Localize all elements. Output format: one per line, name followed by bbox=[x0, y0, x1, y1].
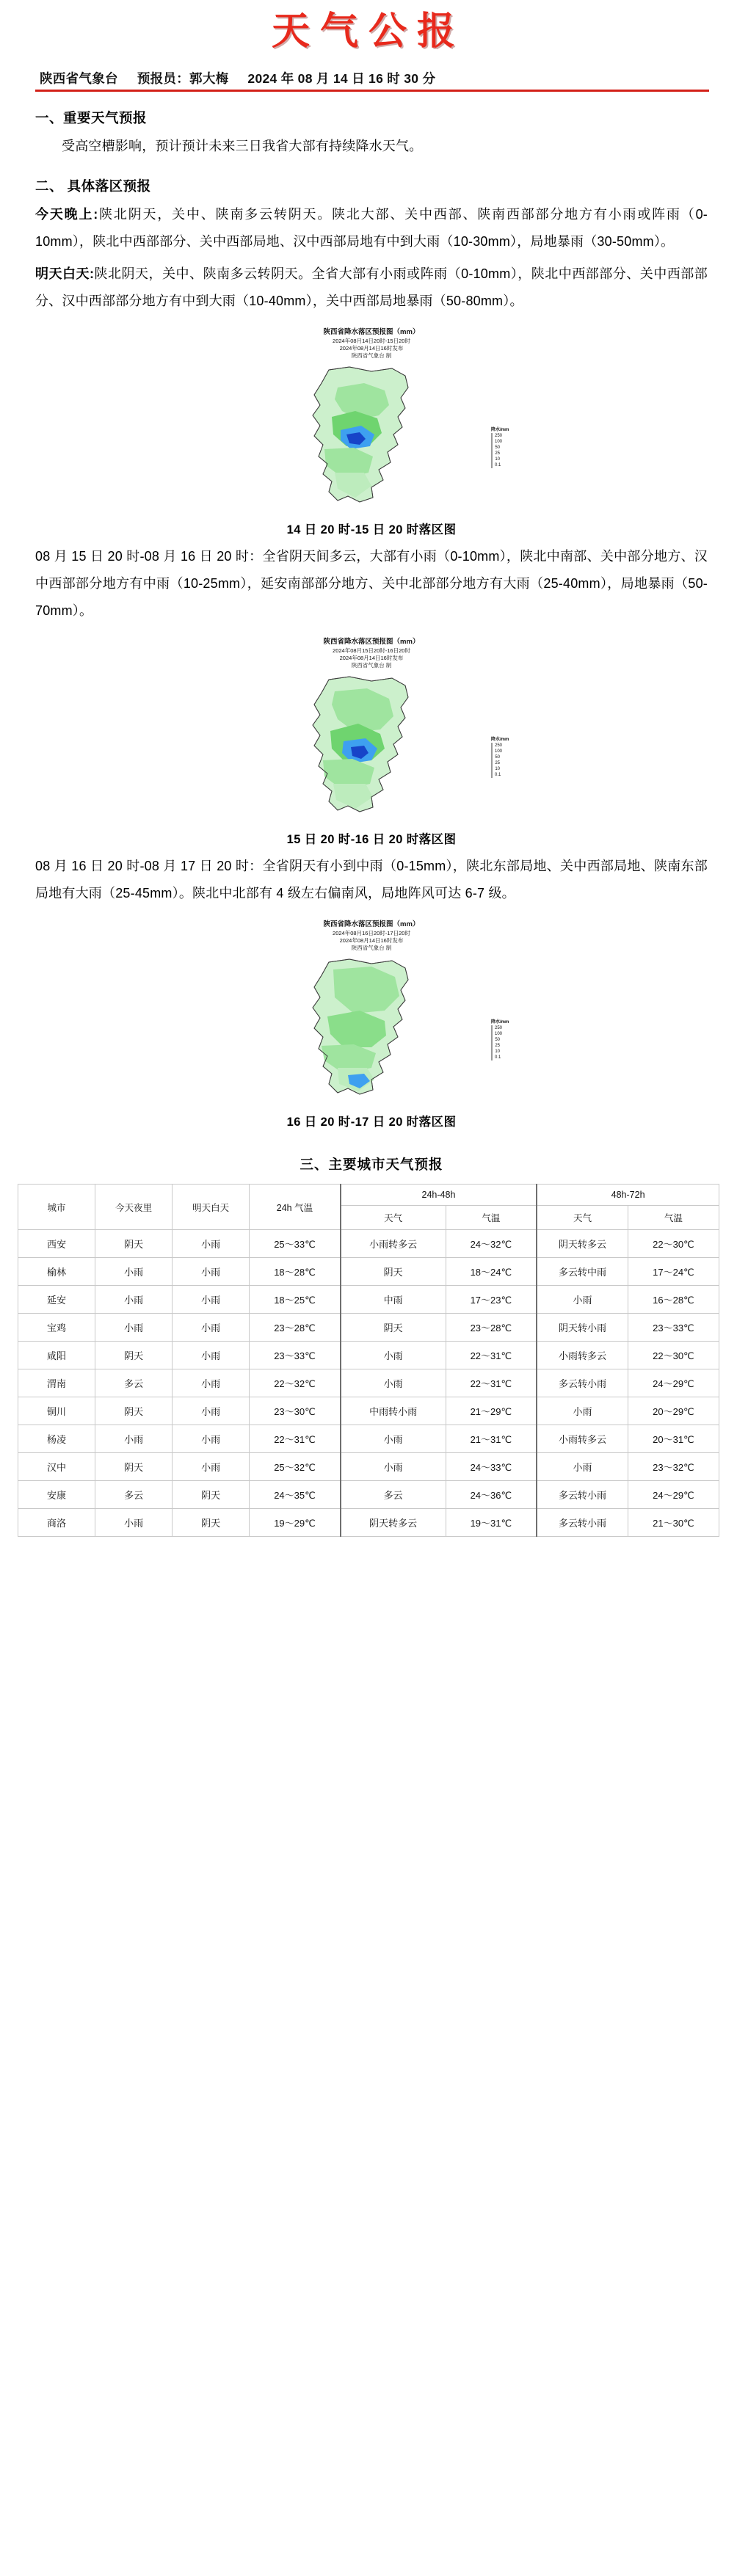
cell-tonight: 小雨 bbox=[95, 1509, 173, 1537]
important-forecast-paragraph: 受高空槽影响，预计预计未来三日我省大部有持续降水天气。 bbox=[62, 138, 423, 153]
table-row bbox=[18, 1230, 719, 1258]
col-header-city: 城市 bbox=[18, 1185, 95, 1230]
cell-temp-24: 18～25℃ bbox=[250, 1286, 341, 1314]
page-title: 天气公报 bbox=[271, 10, 465, 53]
map-header-2 bbox=[214, 638, 529, 669]
tonight-text: 陕北阴天，关中、陕南多云转阴天。陕北大部、关中西部、陕南西部部分地方有小雨或阵雨（0-10mm），陕北中西部部分、关中西部局地、汉中西部局地有中到大雨（10-30mm），局地暴雨（30-50mm）。 bbox=[35, 206, 708, 249]
cell-city: 商洛 bbox=[18, 1509, 95, 1537]
map-caption-1: 14 日 20 时-15 日 20 时落区图 bbox=[286, 523, 457, 537]
table-row bbox=[18, 1286, 719, 1314]
cell-wx-48: 阴天 bbox=[341, 1258, 446, 1286]
cell-temp-72: 20～29℃ bbox=[628, 1397, 719, 1425]
legend-swatch-icon bbox=[491, 451, 493, 456]
map-shape-2 bbox=[214, 672, 529, 819]
cell-wx-72: 小雨 bbox=[537, 1397, 628, 1425]
precipitation-map-card-1 bbox=[214, 325, 529, 514]
table-group-header-row bbox=[18, 1185, 719, 1206]
legend-label: 100 bbox=[495, 749, 503, 754]
legend-swatch-icon bbox=[491, 1025, 493, 1031]
tomorrow-text: 陕北阴天，关中、陕南多云转阴天。全省大部有小雨或阵雨（0-10mm），陕北中西部部分、关中西部部分、汉中西部部分地方有中到大雨（10-40mm），关中西部局地暴雨（50-80mm）。 bbox=[35, 266, 708, 309]
table-body bbox=[18, 1230, 719, 1537]
legend-label: 10 bbox=[495, 1049, 500, 1055]
legend-label: 250 bbox=[495, 1026, 503, 1031]
tomorrow-label: 明天白天: bbox=[35, 266, 95, 282]
map-legend-1 bbox=[491, 426, 525, 468]
issuing-office: 陕西省气象台 bbox=[40, 70, 118, 86]
cell-tomorrow: 小雨 bbox=[173, 1342, 250, 1369]
cell-temp-48: 24～32℃ bbox=[446, 1230, 537, 1258]
cell-temp-72: 17～24℃ bbox=[628, 1258, 719, 1286]
table-row bbox=[18, 1314, 719, 1342]
map-issue-time-2: 2024年08月14日16时发布 bbox=[339, 655, 404, 662]
cell-city: 西安 bbox=[18, 1230, 95, 1258]
legend-swatch-icon bbox=[491, 1031, 493, 1037]
cell-wx-48: 中雨 bbox=[341, 1286, 446, 1314]
legend-label: 100 bbox=[495, 1032, 503, 1037]
legend-swatch-icon bbox=[491, 754, 493, 760]
cell-tomorrow: 小雨 bbox=[173, 1230, 250, 1258]
map-header-3 bbox=[214, 920, 529, 952]
cell-wx-72: 小雨 bbox=[537, 1286, 628, 1314]
cell-wx-48: 多云 bbox=[341, 1481, 446, 1509]
cell-tomorrow: 小雨 bbox=[173, 1314, 250, 1342]
cell-temp-24: 24～35℃ bbox=[250, 1481, 341, 1509]
cell-temp-48: 24～36℃ bbox=[446, 1481, 537, 1509]
cell-temp-72: 21～30℃ bbox=[628, 1509, 719, 1537]
cell-temp-72: 23～32℃ bbox=[628, 1453, 719, 1481]
shaanxi-province-map-1 bbox=[261, 363, 482, 509]
cell-wx-48: 小雨 bbox=[341, 1425, 446, 1453]
legend-item bbox=[491, 456, 500, 462]
section-heading-area-forecast: 二、 具体落区预报 bbox=[35, 178, 151, 194]
cell-tonight: 多云 bbox=[95, 1369, 173, 1397]
cell-city: 汉中 bbox=[18, 1453, 95, 1481]
map-body-2 bbox=[214, 672, 529, 819]
legend-swatch-icon bbox=[491, 1043, 493, 1049]
cell-temp-48: 23～28℃ bbox=[446, 1314, 537, 1342]
legend-swatch-icon bbox=[491, 456, 493, 462]
col-header-temp-48: 气温 bbox=[446, 1206, 537, 1230]
col-header-temp-24h: 24h 气温 bbox=[250, 1185, 341, 1230]
table-row bbox=[18, 1397, 719, 1425]
forecaster-label: 预报员： bbox=[137, 70, 190, 86]
section-heading-city-forecast: 三、主要城市天气预报 bbox=[299, 1157, 443, 1173]
precipitation-map-figure-2 bbox=[35, 635, 708, 847]
map-body-1 bbox=[214, 363, 529, 509]
cell-temp-72: 23～33℃ bbox=[628, 1314, 719, 1342]
cell-temp-24: 23～33℃ bbox=[250, 1342, 341, 1369]
section-heading-important-forecast: 一、重要天气预报 bbox=[35, 109, 148, 125]
precipitation-map-figure-1 bbox=[35, 325, 708, 537]
map-caption-3: 16 日 20 时-17 日 20 时落区图 bbox=[286, 1116, 457, 1129]
cell-tomorrow: 小雨 bbox=[173, 1369, 250, 1397]
cell-tomorrow: 小雨 bbox=[173, 1425, 250, 1453]
cell-tomorrow: 小雨 bbox=[173, 1286, 250, 1314]
col-header-wx-48: 天气 bbox=[341, 1206, 446, 1230]
cell-tonight: 小雨 bbox=[95, 1258, 173, 1286]
cell-city: 铜川 bbox=[18, 1397, 95, 1425]
precipitation-map-figure-3 bbox=[35, 917, 708, 1129]
map-valid-period-1: 2024年08月14日20时-15日20时 bbox=[333, 338, 410, 345]
legend-label: 25 bbox=[495, 761, 500, 766]
legend-item bbox=[491, 1055, 500, 1060]
col-header-tomorrow: 明天白天 bbox=[173, 1185, 250, 1230]
cell-tomorrow: 阴天 bbox=[173, 1481, 250, 1509]
legend-label: 0.1 bbox=[495, 773, 501, 778]
forecaster-name: 郭大梅 bbox=[189, 70, 229, 86]
cell-tonight: 多云 bbox=[95, 1481, 173, 1509]
cell-wx-72: 多云转中雨 bbox=[537, 1258, 628, 1286]
legend-swatch-icon bbox=[491, 760, 493, 766]
legend-title-2: 降水/mm bbox=[491, 738, 509, 743]
legend-item bbox=[491, 1037, 500, 1043]
cell-tomorrow: 小雨 bbox=[173, 1453, 250, 1481]
period2-forecast-paragraph: 08 月 15 日 20 时-08 月 16 日 20 时：全省阴天间多云，大部有小雨（0-10mm），陕北中南部、关中部分地方、汉中西部部分地方有中雨（10-25mm），延安南部部分地方、关中北部部分地方有大雨（25-40mm），局地暴雨（50-70mm）。 bbox=[35, 549, 708, 619]
legend-swatch-icon bbox=[491, 1049, 493, 1055]
cell-wx-48: 阴天 bbox=[341, 1314, 446, 1342]
cell-wx-48: 中雨转小雨 bbox=[341, 1397, 446, 1425]
document-body bbox=[0, 108, 737, 1174]
cell-wx-72: 阴天转多云 bbox=[537, 1230, 628, 1258]
period3-forecast-paragraph: 08 月 16 日 20 时-08 月 17 日 20 时：全省阴天有小到中雨（0-15mm），陕北东部局地、关中西部局地、陕南东部局地有大雨（25-45mm）。陕北中北部有 4 级左右偏南风，局地阵风可达 6-7 级。 bbox=[35, 859, 708, 901]
map-issue-time-3: 2024年08月14日16时发布 bbox=[339, 937, 404, 945]
cell-wx-72: 小雨转多云 bbox=[537, 1425, 628, 1453]
col-group-header-48-72: 48h-72h bbox=[537, 1185, 719, 1206]
legend-scale-3 bbox=[491, 1025, 503, 1060]
cell-city: 安康 bbox=[18, 1481, 95, 1509]
table-row bbox=[18, 1342, 719, 1369]
col-header-temp-72: 气温 bbox=[628, 1206, 719, 1230]
cell-temp-24: 22～32℃ bbox=[250, 1369, 341, 1397]
legend-label: 250 bbox=[495, 434, 503, 439]
cell-tomorrow: 小雨 bbox=[173, 1258, 250, 1286]
byline bbox=[35, 69, 709, 87]
legend-item bbox=[491, 743, 503, 749]
legend-item bbox=[491, 1025, 503, 1031]
legend-label: 0.1 bbox=[495, 463, 501, 468]
cell-tonight: 阴天 bbox=[95, 1342, 173, 1369]
issued-timestamp: 2024 年 08 月 14 日 16 时 30 分 bbox=[247, 70, 436, 86]
table-head bbox=[18, 1185, 719, 1230]
legend-label: 0.1 bbox=[495, 1055, 501, 1060]
map-producer-3: 陕西省气象台 制 bbox=[351, 945, 392, 952]
map-shape-3 bbox=[214, 955, 529, 1102]
cell-temp-72: 22～30℃ bbox=[628, 1230, 719, 1258]
cell-tomorrow: 阴天 bbox=[173, 1509, 250, 1537]
shaanxi-province-map-3 bbox=[261, 955, 482, 1102]
cell-temp-72: 16～28℃ bbox=[628, 1286, 719, 1314]
cell-temp-72: 22～30℃ bbox=[628, 1342, 719, 1369]
cell-wx-72: 阴天转小雨 bbox=[537, 1314, 628, 1342]
map-caption-2: 15 日 20 时-16 日 20 时落区图 bbox=[286, 833, 457, 847]
legend-item bbox=[491, 439, 503, 445]
col-header-tonight: 今天夜里 bbox=[95, 1185, 173, 1230]
cell-temp-72: 24～29℃ bbox=[628, 1481, 719, 1509]
legend-label: 50 bbox=[495, 755, 500, 760]
cell-tonight: 阴天 bbox=[95, 1230, 173, 1258]
legend-item bbox=[491, 462, 500, 468]
col-group-header-24-48: 24h-48h bbox=[341, 1185, 537, 1206]
cell-tonight: 小雨 bbox=[95, 1286, 173, 1314]
cell-wx-72: 多云转小雨 bbox=[537, 1481, 628, 1509]
cell-tonight: 阴天 bbox=[95, 1453, 173, 1481]
shaanxi-province-map-2 bbox=[261, 672, 482, 819]
legend-swatch-icon bbox=[491, 439, 493, 445]
legend-item bbox=[491, 445, 500, 451]
map-title-2: 陕西省降水落区预报图（mm） bbox=[323, 638, 420, 647]
city-forecast-table-wrap bbox=[0, 1184, 737, 1537]
masthead bbox=[0, 0, 737, 59]
table-row bbox=[18, 1425, 719, 1453]
cell-wx-72: 多云转小雨 bbox=[537, 1509, 628, 1537]
cell-city: 杨凌 bbox=[18, 1425, 95, 1453]
cell-city: 榆林 bbox=[18, 1258, 95, 1286]
legend-item bbox=[491, 749, 503, 754]
cell-wx-48: 小雨 bbox=[341, 1342, 446, 1369]
cell-temp-24: 22～31℃ bbox=[250, 1425, 341, 1453]
legend-item bbox=[491, 754, 500, 760]
cell-temp-48: 22～31℃ bbox=[446, 1369, 537, 1397]
cell-temp-48: 21～31℃ bbox=[446, 1425, 537, 1453]
legend-label: 25 bbox=[495, 1044, 500, 1049]
col-header-wx-72: 天气 bbox=[537, 1206, 628, 1230]
cell-tonight: 阴天 bbox=[95, 1397, 173, 1425]
cell-city: 宝鸡 bbox=[18, 1314, 95, 1342]
legend-scale-2 bbox=[491, 743, 503, 778]
map-valid-period-2: 2024年08月15日20时-16日20时 bbox=[333, 647, 410, 654]
cell-temp-48: 24～33℃ bbox=[446, 1453, 537, 1481]
city-forecast-table bbox=[18, 1184, 719, 1537]
map-legend-2 bbox=[491, 735, 525, 778]
legend-item bbox=[491, 1031, 503, 1037]
map-header-1 bbox=[214, 328, 529, 360]
legend-item bbox=[491, 760, 500, 766]
cell-wx-48: 小雨 bbox=[341, 1453, 446, 1481]
table-row bbox=[18, 1481, 719, 1509]
map-producer-2: 陕西省气象台 制 bbox=[351, 662, 392, 669]
table-row bbox=[18, 1453, 719, 1481]
cell-temp-24: 25～33℃ bbox=[250, 1230, 341, 1258]
map-issue-time-1: 2024年08月14日16时发布 bbox=[339, 345, 404, 352]
legend-title-1: 降水/mm bbox=[491, 428, 509, 433]
table-row bbox=[18, 1258, 719, 1286]
legend-label: 250 bbox=[495, 743, 503, 749]
legend-item bbox=[491, 433, 503, 439]
map-title-1: 陕西省降水落区预报图（mm） bbox=[323, 328, 420, 337]
legend-label: 10 bbox=[495, 767, 500, 772]
legend-item bbox=[491, 772, 500, 778]
legend-swatch-icon bbox=[491, 1037, 493, 1043]
cell-temp-24: 18～28℃ bbox=[250, 1258, 341, 1286]
legend-swatch-icon bbox=[491, 743, 493, 749]
legend-label: 10 bbox=[495, 457, 500, 462]
tomorrow-forecast-paragraph bbox=[35, 261, 708, 315]
cell-temp-24: 23～28℃ bbox=[250, 1314, 341, 1342]
cell-tonight: 小雨 bbox=[95, 1425, 173, 1453]
cell-temp-24: 19～29℃ bbox=[250, 1509, 341, 1537]
legend-item bbox=[491, 766, 500, 772]
tonight-label: 今天晚上: bbox=[35, 206, 98, 222]
map-shape-1 bbox=[214, 363, 529, 509]
cell-tonight: 小雨 bbox=[95, 1314, 173, 1342]
map-valid-period-3: 2024年08月16日20时-17日20时 bbox=[333, 929, 410, 936]
cell-wx-48: 小雨 bbox=[341, 1369, 446, 1397]
precipitation-map-card-3 bbox=[214, 917, 529, 1106]
legend-label: 100 bbox=[495, 440, 503, 445]
legend-swatch-icon bbox=[491, 749, 493, 754]
cell-wx-72: 小雨 bbox=[537, 1453, 628, 1481]
legend-swatch-icon bbox=[491, 772, 493, 778]
precipitation-map-card-2 bbox=[214, 635, 529, 823]
map-title-3: 陕西省降水落区预报图（mm） bbox=[323, 920, 420, 929]
cell-wx-72: 小雨转多云 bbox=[537, 1342, 628, 1369]
legend-scale-1 bbox=[491, 433, 503, 468]
cell-city: 延安 bbox=[18, 1286, 95, 1314]
cell-wx-72: 多云转小雨 bbox=[537, 1369, 628, 1397]
legend-label: 25 bbox=[495, 451, 500, 456]
tonight-forecast-paragraph bbox=[35, 201, 708, 255]
legend-title-3: 降水/mm bbox=[491, 1020, 509, 1025]
cell-temp-48: 19～31℃ bbox=[446, 1509, 537, 1537]
cell-wx-48: 阴天转多云 bbox=[341, 1509, 446, 1537]
cell-temp-72: 20～31℃ bbox=[628, 1425, 719, 1453]
cell-temp-48: 22～31℃ bbox=[446, 1342, 537, 1369]
legend-label: 50 bbox=[495, 1038, 500, 1043]
cell-city: 渭南 bbox=[18, 1369, 95, 1397]
cell-temp-48: 18～24℃ bbox=[446, 1258, 537, 1286]
table-row bbox=[18, 1369, 719, 1397]
cell-city: 咸阳 bbox=[18, 1342, 95, 1369]
map-legend-3 bbox=[491, 1018, 525, 1060]
legend-item bbox=[491, 451, 500, 456]
legend-swatch-icon bbox=[491, 1055, 493, 1060]
legend-label: 50 bbox=[495, 445, 500, 451]
table-row bbox=[18, 1509, 719, 1537]
cell-temp-72: 24～29℃ bbox=[628, 1369, 719, 1397]
cell-temp-24: 25～32℃ bbox=[250, 1453, 341, 1481]
cell-tomorrow: 小雨 bbox=[173, 1397, 250, 1425]
legend-swatch-icon bbox=[491, 462, 493, 468]
cell-temp-48: 21～29℃ bbox=[446, 1397, 537, 1425]
cell-temp-48: 17～23℃ bbox=[446, 1286, 537, 1314]
legend-swatch-icon bbox=[491, 433, 493, 439]
legend-item bbox=[491, 1049, 500, 1055]
cell-temp-24: 23～30℃ bbox=[250, 1397, 341, 1425]
map-body-3 bbox=[214, 955, 529, 1102]
byline-rule bbox=[35, 69, 709, 92]
legend-item bbox=[491, 1043, 500, 1049]
cell-wx-48: 小雨转多云 bbox=[341, 1230, 446, 1258]
legend-swatch-icon bbox=[491, 766, 493, 772]
map-producer-1: 陕西省气象台 制 bbox=[351, 352, 392, 360]
legend-swatch-icon bbox=[491, 445, 493, 451]
